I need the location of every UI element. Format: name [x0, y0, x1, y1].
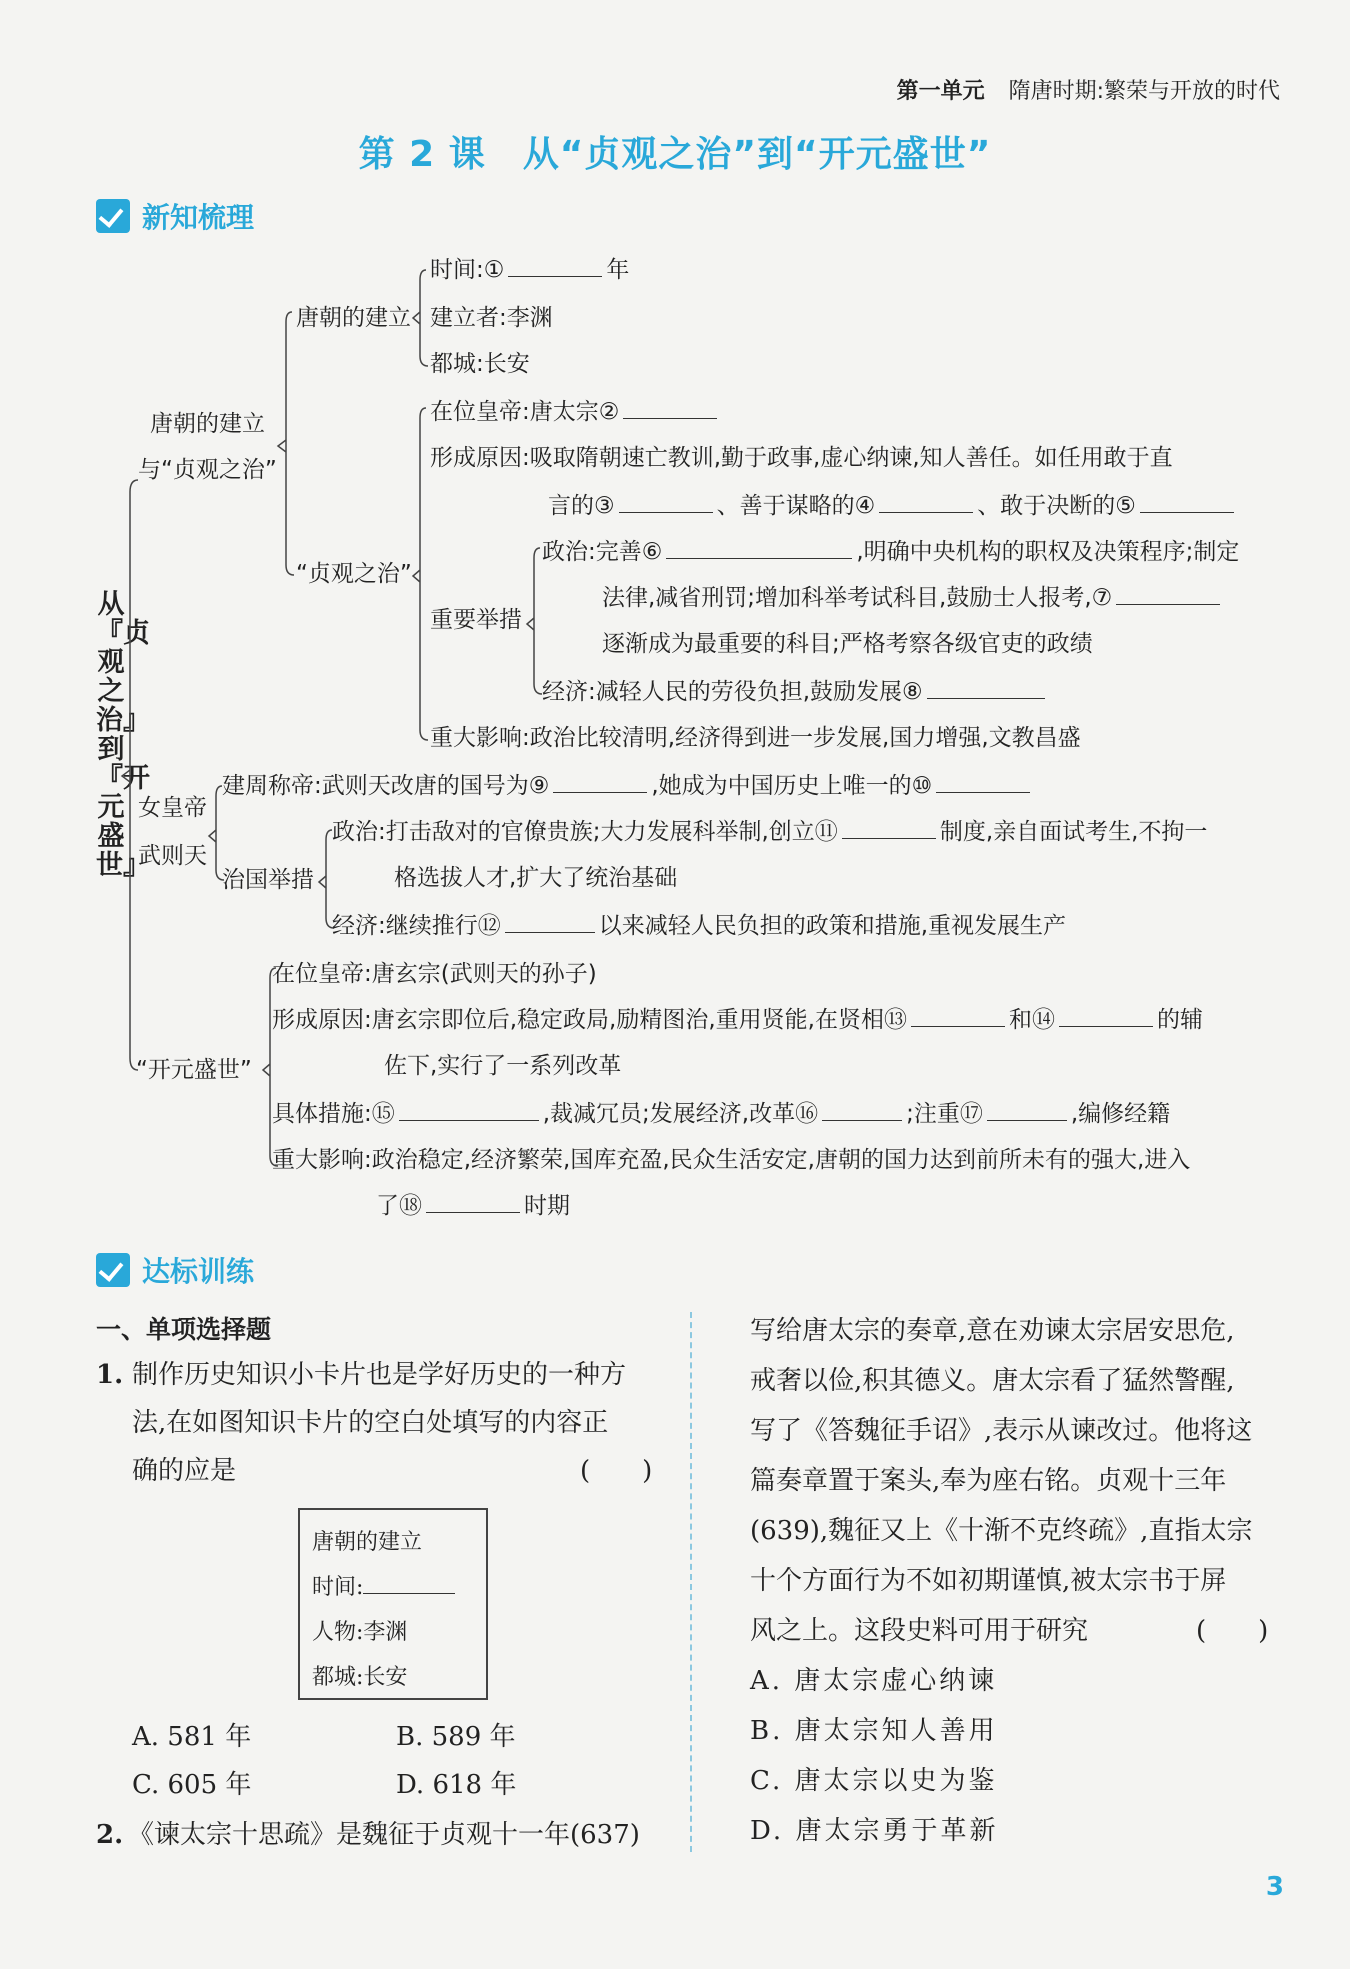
- leaf-reason: 形成原因:吸取隋朝速亡教训,勤于政事,虚心纳谏,知人善任。如任用敢于直: [430, 445, 1173, 471]
- q1-option-c[interactable]: C. 605 年: [132, 1770, 252, 1800]
- q1-option-b[interactable]: B. 589 年: [396, 1722, 516, 1752]
- leaf-text: ,她成为中国历史上唯一的⑩: [651, 773, 933, 799]
- leaf-text: 政治:完善⑥: [542, 539, 663, 565]
- period-label: 隋唐时期:繁荣与开放的时代: [1008, 79, 1280, 104]
- leaf-politics-b: [602, 582, 1224, 614]
- blank-16[interactable]: [822, 1098, 902, 1121]
- leaf-text: 经济:减轻人民的劳役负担,鼓励发展⑧: [542, 679, 923, 705]
- leaf-time: [430, 254, 629, 286]
- leaf-wu-politics-b: 格选拔人才,扩大了统治基础: [394, 865, 678, 891]
- q2-line2: 写给唐太宗的奏章,意在劝谏太宗居安思危,: [750, 1316, 1235, 1346]
- leaf-text: ,编修经籍: [1070, 1101, 1171, 1127]
- leaf-kaiyuan-impact: 重大影响:政治稳定,经济繁荣,国库充盈,民众生活安定,唐朝的国力达到前所未有的强大,进入: [272, 1147, 1191, 1173]
- leaf-text: 形成原因:唐玄宗即位后,稳定政局,励精图治,重用贤能,在贤相⑬: [272, 1007, 907, 1033]
- blank-4[interactable]: [879, 490, 973, 513]
- q2-option-b[interactable]: B. 唐太宗知人善用: [750, 1716, 998, 1746]
- b1-bracket: [278, 312, 294, 575]
- q1-line2: 法,在如图知识卡片的空白处填写的内容正: [132, 1408, 609, 1438]
- card-blank[interactable]: [363, 1573, 455, 1594]
- leaf-text: 、善于谋略的④: [716, 493, 876, 519]
- section-practice: [96, 1250, 254, 1290]
- blank-15[interactable]: [399, 1098, 539, 1121]
- blank-18[interactable]: [426, 1190, 520, 1213]
- leaf-text: ,裁减冗员;发展经济,改革⑯: [542, 1101, 819, 1127]
- q2-option-a[interactable]: A. 唐太宗虚心纳谏: [750, 1666, 998, 1696]
- leaf-text: 政治:打击敌对的官僚贵族;大力发展科举制,创立⑪: [332, 819, 838, 845]
- q2-line3: 戒奢以俭,积其德义。唐太宗看了猛然警醒,: [750, 1366, 1235, 1396]
- blank-13[interactable]: [911, 1004, 1005, 1027]
- leaf-zhou: [222, 770, 1034, 802]
- q2-answer-paren[interactable]: ( ): [1196, 1616, 1269, 1646]
- leaf-text: 年: [606, 257, 630, 283]
- leaf-founder: 建立者:李渊: [430, 305, 553, 331]
- q2-line8: 风之上。这段史料可用于研究: [750, 1616, 1089, 1646]
- b1-label: 唐朝的建立: [150, 411, 265, 437]
- b2m-label: 治国举措: [222, 867, 314, 893]
- leaf-kaiyuan-impact-b: [376, 1190, 570, 1222]
- leaf-measures-label: 重要举措: [430, 607, 522, 633]
- q1-answer-paren[interactable]: ( ): [580, 1456, 653, 1486]
- column-divider: [690, 1312, 692, 1852]
- q1-number: 1.: [96, 1360, 124, 1390]
- leaf-kaiyuan-reason-b: 佐下,实行了一系列改革: [384, 1053, 622, 1079]
- blank-10[interactable]: [936, 770, 1030, 793]
- b1a-label: 唐朝的建立: [296, 305, 411, 331]
- leaf-wu-politics: [332, 816, 1207, 848]
- blank-8[interactable]: [927, 676, 1045, 699]
- b1a-bracket: [413, 270, 428, 366]
- b1c-label: “贞观之治”: [296, 561, 412, 587]
- blank-6[interactable]: [666, 536, 852, 559]
- leaf-reason-b: [548, 490, 1238, 522]
- leaf-text: 时期: [524, 1193, 570, 1219]
- q1-option-a[interactable]: A. 581 年: [132, 1722, 252, 1752]
- q2-line4: 写了《答魏征手诏》,表示从谏改过。他将这: [750, 1416, 1253, 1446]
- leaf-text: 以来减轻人民负担的政策和措施,重视发展生产: [598, 913, 1067, 939]
- blank-17[interactable]: [987, 1098, 1067, 1121]
- root-bracket: [122, 480, 138, 1070]
- b2-label-b: 武则天: [138, 843, 207, 869]
- q1-line3: 确的应是: [132, 1456, 237, 1486]
- leaf-impact: 重大影响:政治比较清明,经济得到进一步发展,国力增强,文教昌盛: [430, 725, 1081, 751]
- measures-bracket: [527, 548, 542, 694]
- lesson-title: 第 2 课 从“贞观之治”到“开元盛世”: [358, 134, 992, 175]
- b3-bracket: [263, 968, 278, 1166]
- q2-number: 2.: [96, 1820, 124, 1850]
- q2-option-d[interactable]: D. 唐太宗勇于革新: [750, 1816, 999, 1846]
- card-text: 时间:: [312, 1575, 364, 1600]
- q1-option-d[interactable]: D. 618 年: [396, 1770, 517, 1800]
- blank-7[interactable]: [1116, 582, 1220, 605]
- leaf-text: 言的③: [548, 493, 615, 519]
- leaf-politics: [542, 536, 1239, 568]
- q2-line5: 篇奏章置于案头,奉为座右铭。贞观十三年: [750, 1466, 1227, 1496]
- blank-2[interactable]: [623, 396, 717, 419]
- leaf-xuanzong: 在位皇帝:唐玄宗(武则天的孙子): [272, 961, 597, 987]
- q2-line7: 十个方面行为不如初期谨慎,被太宗书于屏: [750, 1566, 1227, 1596]
- leaf-text: 在位皇帝:唐太宗②: [430, 399, 620, 425]
- blank-11[interactable]: [842, 816, 936, 839]
- pencil-icon: [96, 1253, 130, 1287]
- leaf-capital: 都城:长安: [430, 351, 530, 377]
- leaf-text: 了⑱: [376, 1193, 422, 1219]
- blank-14[interactable]: [1059, 1004, 1153, 1027]
- leaf-text: 法律,减省刑罚;增加科举考试科目,鼓励士人报考,⑦: [602, 585, 1113, 611]
- b1c-bracket: [413, 408, 428, 740]
- section-label: 达标训练: [142, 1255, 255, 1288]
- leaf-kaiyuan-measures: [272, 1098, 1170, 1130]
- leaf-text: 和⑭: [1009, 1007, 1055, 1033]
- section-label: 新知梳理: [142, 201, 255, 234]
- leaf-text: ,明确中央机构的职权及决策程序;制定: [856, 539, 1240, 565]
- q2-option-c[interactable]: C. 唐太宗以史为鉴: [750, 1766, 998, 1796]
- card-title: 唐朝的建立: [312, 1530, 423, 1555]
- leaf-text: 时间:①: [430, 257, 505, 283]
- blank-5[interactable]: [1140, 490, 1234, 513]
- leaf-emperor: [430, 396, 721, 428]
- b2-label-a: 女皇帝: [138, 795, 207, 821]
- blank-9[interactable]: [553, 770, 647, 793]
- b3-label: “开元盛世”: [136, 1057, 252, 1083]
- card-time: [312, 1565, 474, 1610]
- leaf-kaiyuan-reason: [272, 1004, 1203, 1036]
- unit-label: 第一单元: [896, 79, 985, 104]
- leaf-text: ;注重⑰: [906, 1101, 983, 1127]
- leaf-text: 建周称帝:武则天改唐的国号为⑨: [222, 773, 550, 799]
- leaf-economy: [542, 676, 1049, 708]
- card-capital: 都城:长安: [312, 1665, 408, 1690]
- vertical-title: 从『贞观之治』到『开元盛世』: [96, 589, 150, 881]
- blank-12[interactable]: [505, 910, 595, 933]
- leaf-wu-economy: [332, 910, 1066, 942]
- page-number: 3: [1265, 1872, 1284, 1902]
- q2-line1: 《谏太宗十思疏》是魏征于贞观十一年(637): [128, 1820, 640, 1850]
- leaf-politics-c: 逐渐成为最重要的科目;严格考察各级官吏的政绩: [602, 631, 1093, 657]
- leaf-text: 具体措施:⑮: [272, 1101, 395, 1127]
- leaf-text: 经济:继续推行⑫: [332, 913, 501, 939]
- leaf-text: 、敢于决断的⑤: [977, 493, 1136, 519]
- b1-label-b: 与“贞观之治”: [138, 457, 277, 483]
- q2-line6: (639),魏征又上《十渐不克终疏》,直指太宗: [750, 1516, 1253, 1546]
- leaf-text: 的辅: [1157, 1007, 1203, 1033]
- blank-1[interactable]: [508, 254, 602, 277]
- q1-line1: 制作历史知识小卡片也是学好历史的一种方: [132, 1360, 627, 1390]
- knowledge-card: [298, 1508, 488, 1700]
- leaf-text: 制度,亲自面试考生,不拘一: [939, 819, 1208, 845]
- card-person: 人物:李渊: [312, 1620, 408, 1645]
- blank-3[interactable]: [619, 490, 713, 513]
- choice-heading: 一、单项选择题: [96, 1315, 272, 1344]
